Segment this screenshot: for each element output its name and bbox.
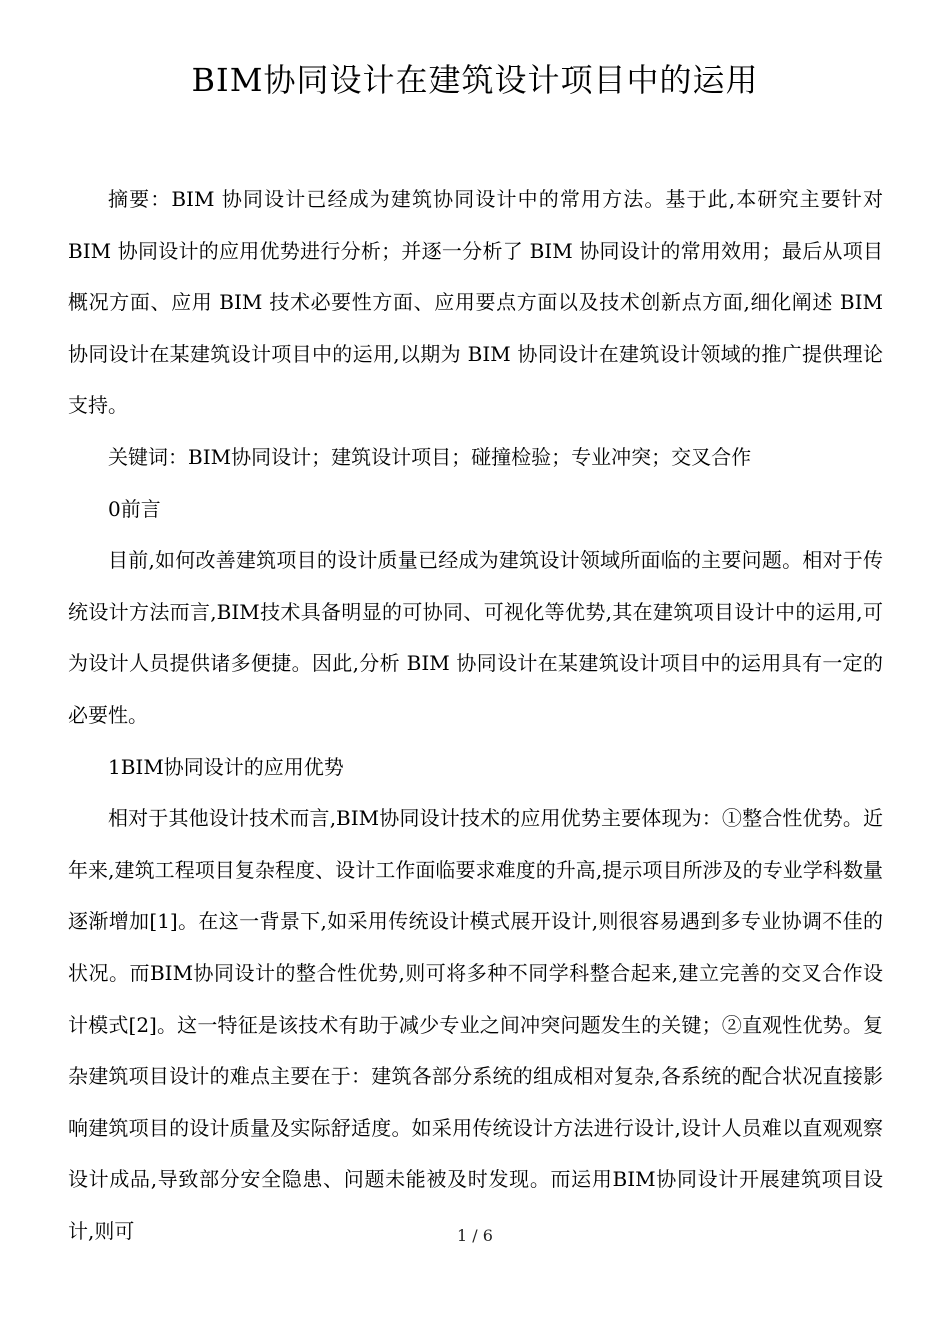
keywords-paragraph: 关键词：BIM协同设计；建筑设计项目；碰撞检验；专业冲突；交叉合作 (108, 444, 752, 469)
document-body (68, 174, 883, 1257)
abstract-paragraph: 摘要：BIM 协同设计已经成为建筑协同设计中的常用方法。基于此,本研究主要针对 BIM 协同设计的应用优势进行分析；并逐一分析了 BIM 协同设计的常用效用；最后从项目概况方面、应用 BIM 技术必要性方面、应用要点方面以及技术创新点方面,细化阐述 BIM 协同设计在某建筑设计项目中的运用,以期为 BIM 协同设计在建筑设计领域的推广提供理论支持。 (68, 187, 883, 418)
page-number: 1 / 6 (457, 1226, 493, 1245)
intro-paragraph: 目前,如何改善建筑项目的设计质量已经成为建筑设计领域所面临的主要问题。相对于传统设计方法而言,BIM技术具备明显的可协同、可视化等优势,其在建筑项目设计中的运用,可为设计人员提供诸多便捷。因此,分析 BIM 协同设计在某建筑设计项目中的运用具有一定的必要性。 (68, 548, 883, 727)
section-heading-advantages: 1BIM协同设计的应用优势 (108, 754, 344, 779)
section-heading-intro: 0前言 (108, 496, 161, 521)
advantages-paragraph: 相对于其他设计技术而言,BIM协同设计技术的应用优势主要体现为：①整合性优势。近年来,建筑工程项目复杂程度、设计工作面临要求难度的升高,提示项目所涉及的专业学科数量逐渐增加[1]。在这一背景下,如采用传统设计模式展开设计,则很容易遇到多专业协调不佳的状况。而BIM协同设计的整合性优势,则可将多种不同学科整合起来,建立完善的交叉合作设计模式[2]。这一特征是该技术有助于减少专业之间冲突问题发生的关键；②直观性优势。复杂建筑项目设计的难点主要在于：建筑各部分系统的组成相对复杂,各系统的配合状况直接影响建筑项目的设计质量及实际舒适度。如采用传统设计方法进行设计,设计人员难以直观观察设计成品,导致部分安全隐患、问题未能被及时发现。而运用BIM协同设计开展建筑项目设计,则可 (68, 806, 883, 1243)
document-title: BIM协同设计在建筑设计项目中的运用 (191, 61, 759, 99)
